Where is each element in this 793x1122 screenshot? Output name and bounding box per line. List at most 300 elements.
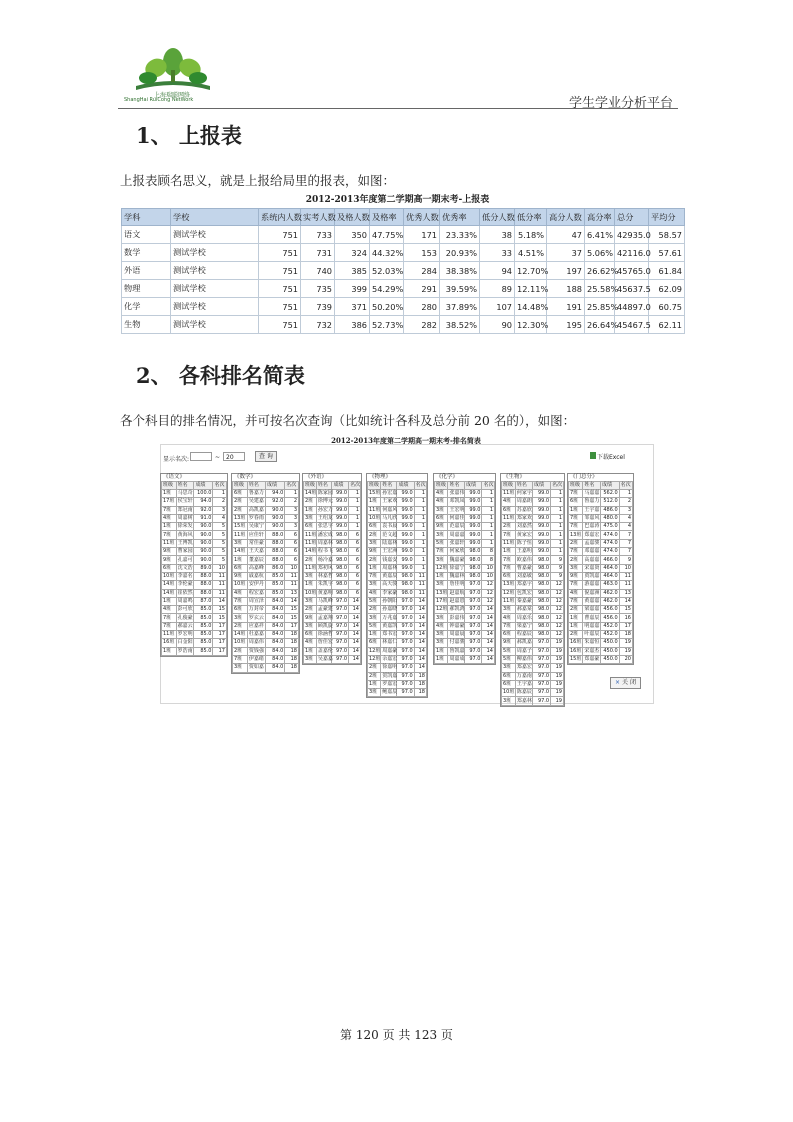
ranking-cell: 1 bbox=[349, 498, 361, 506]
ranking-cell: 12班 bbox=[369, 656, 381, 663]
ranking-row bbox=[162, 523, 227, 531]
ranking-cell: 98.0 bbox=[532, 606, 550, 614]
ranking-cell: 1班 bbox=[569, 506, 583, 514]
subject-table-header bbox=[569, 482, 633, 490]
ranking-cell: 6班 bbox=[368, 639, 381, 647]
ranking-cell: 14 bbox=[482, 622, 495, 630]
ranking-cell: 1 bbox=[349, 490, 361, 498]
rank-to-input[interactable]: 20 bbox=[223, 452, 245, 461]
ranking-cell: 梁嘉宁 bbox=[516, 622, 532, 629]
ranking-cell: 1 bbox=[414, 514, 426, 522]
ranking-row bbox=[435, 622, 495, 630]
rank-range-separator: ~ bbox=[215, 454, 221, 461]
ranking-cell: 11班 bbox=[234, 531, 246, 538]
ranking-cell: 7班 bbox=[569, 548, 583, 556]
ranking-cell: 7班 bbox=[368, 572, 381, 580]
ranking-cell: 85.0 bbox=[194, 614, 213, 622]
ranking-cell: 9班 bbox=[233, 572, 248, 580]
ranking-cell: 99.0 bbox=[397, 523, 414, 531]
ranking-cell: 4 bbox=[213, 514, 227, 522]
query-button[interactable]: 查 询 bbox=[255, 451, 277, 462]
ranking-cell: 黄家宏 bbox=[516, 531, 532, 538]
ranking-cell: 张嘉轩 bbox=[449, 539, 465, 546]
ranking-cell: 11班 bbox=[305, 531, 317, 538]
ranking-cell: 1 bbox=[414, 564, 426, 572]
ranking-row bbox=[435, 572, 495, 580]
report-cell: 12.11% bbox=[515, 280, 547, 298]
subject-name: 《外语》 bbox=[305, 474, 328, 480]
ranking-cell: 11 bbox=[285, 581, 299, 589]
subject-column-header: 姓名 bbox=[247, 482, 265, 490]
report-cell: 735 bbox=[301, 280, 335, 298]
ranking-cell: 盖嘉伦 bbox=[317, 647, 333, 654]
report-cell: 188 bbox=[547, 280, 585, 298]
ranking-cell: 陆嘉林 bbox=[382, 539, 398, 546]
ranking-cell: 黄嘉辰 bbox=[382, 573, 398, 580]
ranking-cell: 1班 bbox=[162, 490, 177, 498]
ranking-row bbox=[162, 606, 227, 614]
ranking-cell: 18 bbox=[285, 655, 299, 663]
ranking-cell: 97.0 bbox=[397, 672, 414, 680]
ranking-cell: 6 bbox=[349, 531, 361, 539]
ranking-cell: 1 bbox=[349, 523, 361, 531]
download-excel-link[interactable]: 下载Excel bbox=[597, 454, 625, 461]
ranking-cell: 16班 bbox=[570, 647, 582, 654]
ranking-cell: 鲍嘉辰 bbox=[382, 689, 398, 696]
ranking-cell: 85.0 bbox=[194, 639, 213, 647]
ranking-cell: 2班 bbox=[233, 506, 248, 514]
report-cell: 195 bbox=[547, 316, 585, 334]
ranking-cell: 7班 bbox=[502, 531, 516, 539]
ranking-cell: 486.0 bbox=[600, 506, 619, 514]
ranking-cell: 14班 bbox=[305, 490, 317, 497]
ranking-cell: 97.0 bbox=[464, 655, 482, 663]
ranking-cell: 99.0 bbox=[464, 523, 482, 531]
ranking-cell: 2班 bbox=[304, 606, 317, 614]
ranking-row bbox=[502, 606, 564, 614]
ranking-cell: 90.0 bbox=[265, 506, 284, 514]
ranking-cell: 15班 bbox=[234, 523, 246, 530]
ranking-row bbox=[368, 564, 427, 572]
subject-name: 《生物》 bbox=[503, 474, 526, 480]
ranking-row bbox=[233, 556, 299, 564]
ranking-cell: 98.0 bbox=[532, 622, 550, 630]
ranking-cell: 5 bbox=[213, 548, 227, 556]
report-column-header: 学校 bbox=[171, 209, 259, 226]
ranking-cell: 黄海风 bbox=[177, 531, 193, 538]
ranking-cell: 王宏洲 bbox=[382, 548, 398, 555]
report-cell: 5.06% bbox=[585, 244, 615, 262]
ranking-row bbox=[304, 581, 361, 589]
report-cell: 61.84 bbox=[649, 262, 685, 280]
ranking-row bbox=[502, 556, 564, 564]
report-column-header: 平均分 bbox=[649, 209, 685, 226]
report-cell: 5.18% bbox=[515, 226, 547, 244]
ranking-cell: 1 bbox=[482, 490, 495, 498]
ranking-cell: 马凯峰 bbox=[317, 598, 333, 604]
ranking-cell: 范嘉辰 bbox=[449, 523, 465, 530]
ranking-cell: 3班 bbox=[569, 564, 583, 572]
ranking-cell: 19 bbox=[551, 639, 564, 647]
ranking-cell: 10班 bbox=[163, 573, 175, 580]
report-table-row bbox=[122, 226, 685, 244]
ranking-row bbox=[502, 572, 564, 580]
ranking-cell: 赵嘉恩 bbox=[449, 598, 465, 604]
report-cell: 751 bbox=[259, 226, 301, 244]
ranking-row bbox=[162, 564, 227, 572]
ranking-row bbox=[569, 581, 633, 589]
report-cell: 57.61 bbox=[649, 244, 685, 262]
report-cell: 39.59% bbox=[440, 280, 480, 298]
ranking-cell: 97.0 bbox=[532, 689, 550, 697]
ranking-cell: 6 bbox=[349, 572, 361, 580]
ranking-cell: 高凯嘉 bbox=[248, 506, 264, 513]
ranking-cell: 19 bbox=[551, 664, 564, 672]
ranking-cell: 王嘉明 bbox=[516, 548, 532, 555]
ranking-cell: 杨冷嘉 bbox=[317, 556, 333, 563]
report-cell: 62.11 bbox=[649, 316, 685, 334]
ranking-cell: 97.0 bbox=[532, 697, 550, 705]
report-cell: 外语 bbox=[122, 262, 171, 280]
ranking-cell: 宋嘉贤 bbox=[584, 564, 600, 571]
subject-column-header: 姓名 bbox=[316, 482, 332, 490]
ranking-cell: 14 bbox=[414, 647, 426, 655]
ranking-cell: 张嘉伟 bbox=[449, 490, 465, 497]
ranking-row bbox=[304, 589, 361, 597]
ranking-cell: 1班 bbox=[162, 647, 177, 655]
ranking-cell: 2 bbox=[619, 498, 632, 506]
ranking-cell: 14 bbox=[349, 597, 361, 605]
subject-ranking-table bbox=[567, 473, 634, 665]
report-cell: 26.62% bbox=[585, 262, 615, 280]
ranking-cell: 6班 bbox=[304, 631, 317, 639]
ranking-cell: 3班 bbox=[435, 614, 448, 622]
ranking-cell: 88.0 bbox=[265, 548, 284, 556]
ranking-cell: 6 bbox=[285, 539, 299, 547]
ranking-cell: 14 bbox=[414, 639, 426, 647]
ranking-cell: 15班 bbox=[570, 656, 582, 663]
report-cell: 385 bbox=[335, 262, 370, 280]
ranking-cell: 84.0 bbox=[265, 655, 284, 663]
ranking-cell: 15 bbox=[285, 606, 299, 614]
ranking-cell: 罗宏明 bbox=[177, 631, 193, 638]
ranking-cell: 7 bbox=[619, 539, 632, 547]
ranking-row bbox=[569, 539, 633, 547]
ranking-cell: 12班 bbox=[503, 589, 515, 596]
subject-column-header: 班级 bbox=[569, 482, 583, 490]
ranking-cell: 马嘉嘉 bbox=[584, 490, 600, 497]
ranking-cell: 3 bbox=[285, 523, 299, 531]
ranking-cell: 应嘉祥 bbox=[248, 622, 264, 629]
ranking-cell: 17班 bbox=[436, 598, 448, 604]
ranking-cell: 巴嘉涛 bbox=[584, 523, 600, 530]
ranking-cell: 94.0 bbox=[194, 498, 213, 506]
report-cell: 33 bbox=[480, 244, 515, 262]
report-cell: 测试学校 bbox=[171, 244, 259, 262]
subject-column-header: 班级 bbox=[436, 482, 447, 488]
report-cell: 90 bbox=[480, 316, 515, 334]
ranking-cell: 3班 bbox=[502, 606, 516, 614]
ranking-cell: 14 bbox=[619, 597, 632, 605]
ranking-cell: 9班 bbox=[502, 639, 516, 647]
ranking-cell: 2班 bbox=[304, 498, 317, 506]
ranking-cell: 84.0 bbox=[265, 622, 284, 630]
ranking-cell: 84.0 bbox=[265, 597, 284, 605]
report-column-header: 及格率 bbox=[370, 209, 404, 226]
ranking-cell: 4 bbox=[619, 514, 632, 522]
ranking-cell: 8 bbox=[482, 556, 495, 564]
ranking-cell: 6 bbox=[349, 589, 361, 597]
subject-table-header bbox=[502, 482, 564, 490]
ranking-row bbox=[233, 614, 299, 622]
ranking-cell: 罗浩南 bbox=[177, 647, 193, 654]
ranking-cell: 2班 bbox=[569, 556, 583, 564]
ranking-cell: 14班 bbox=[305, 548, 317, 555]
ranking-row bbox=[368, 647, 427, 655]
ranking-cell: 89.0 bbox=[194, 564, 213, 572]
ranking-row bbox=[435, 514, 495, 522]
report-cell: 89 bbox=[480, 280, 515, 298]
subject-column-header: 姓名 bbox=[583, 482, 601, 490]
ranking-cell: 97.0 bbox=[397, 614, 414, 622]
ranking-cell: 马凡欣 bbox=[382, 515, 398, 522]
ranking-cell: 4班 bbox=[435, 622, 448, 630]
subject-table-header bbox=[233, 482, 299, 490]
ranking-cell: 97.0 bbox=[464, 631, 482, 639]
ranking-row bbox=[502, 655, 564, 663]
report-cell: 739 bbox=[301, 298, 335, 316]
ranking-cell: 王天嘉 bbox=[248, 548, 264, 555]
subject-column-header: 名次 bbox=[213, 482, 227, 490]
rank-from-input[interactable] bbox=[190, 452, 212, 461]
ranking-cell: 16班 bbox=[163, 639, 175, 646]
ranking-cell: 11班 bbox=[163, 631, 175, 638]
ranking-cell: 3班 bbox=[368, 689, 381, 697]
report-cell: 25.58% bbox=[585, 280, 615, 298]
ranking-cell: 11 bbox=[414, 589, 426, 597]
report-cell: 280 bbox=[404, 298, 440, 316]
ranking-cell: 周嘉伟 bbox=[248, 639, 264, 646]
ranking-row bbox=[162, 622, 227, 630]
ranking-row bbox=[569, 506, 633, 514]
report-cell: 23.33% bbox=[440, 226, 480, 244]
ranking-row bbox=[162, 506, 227, 514]
ranking-cell: 11 bbox=[619, 572, 632, 580]
ranking-cell: 99.0 bbox=[532, 506, 550, 514]
ranking-cell: 陈家园 bbox=[317, 490, 333, 497]
report-table-row bbox=[122, 280, 685, 298]
ranking-cell: 90.0 bbox=[194, 523, 213, 531]
subject-table-header bbox=[162, 482, 227, 490]
subject-ranking-table bbox=[160, 473, 228, 657]
ranking-cell: 1班 bbox=[304, 581, 317, 589]
ranking-cell: 1班 bbox=[368, 631, 381, 639]
ranking-cell: 18 bbox=[414, 680, 426, 688]
ranking-cell: 6班 bbox=[368, 523, 381, 531]
ranking-cell: 4班 bbox=[304, 639, 317, 647]
ranking-cell: 3 bbox=[285, 506, 299, 514]
ranking-cell: 何家宇 bbox=[516, 490, 532, 497]
ranking-cell: 12 bbox=[482, 597, 495, 605]
ranking-cell: 1 bbox=[349, 514, 361, 522]
report-table-row bbox=[122, 316, 685, 334]
ranking-cell: 6 bbox=[349, 556, 361, 564]
ranking-cell: 明嘉嘉 bbox=[584, 622, 600, 629]
ranking-cell: 97.0 bbox=[464, 647, 482, 655]
report-cell: 107 bbox=[480, 298, 515, 316]
ranking-cell: 6班 bbox=[233, 490, 248, 498]
report-cell: 45765.0 bbox=[615, 262, 649, 280]
ranking-cell: 10班 bbox=[503, 689, 515, 696]
ranking-cell: 1班 bbox=[435, 572, 448, 580]
ranking-cell: 1 bbox=[482, 539, 495, 547]
ranking-cell: 14班 bbox=[234, 548, 246, 555]
ranking-cell: 19 bbox=[619, 639, 632, 647]
report-cell: 197 bbox=[547, 262, 585, 280]
ranking-cell: 1 bbox=[414, 548, 426, 556]
ranking-cell: 450.0 bbox=[600, 655, 619, 663]
ranking-cell: 97.0 bbox=[397, 639, 414, 647]
ranking-row bbox=[502, 498, 564, 506]
subject-column-header: 成绩 bbox=[265, 482, 284, 490]
ranking-cell: 98.0 bbox=[332, 556, 349, 564]
ranking-cell: 15 bbox=[285, 614, 299, 622]
ranking-cell: 97.0 bbox=[332, 614, 349, 622]
ranking-row bbox=[304, 523, 361, 531]
ranking-cell: 11 bbox=[213, 589, 227, 597]
ranking-cell: 99.0 bbox=[464, 531, 482, 539]
ranking-cell: 99.0 bbox=[332, 523, 349, 531]
ranking-cell: 91.0 bbox=[194, 514, 213, 522]
ranking-cell: 85.0 bbox=[194, 631, 213, 639]
ranking-cell: 8 bbox=[482, 548, 495, 556]
ranking-cell: 99.0 bbox=[397, 531, 414, 539]
ranking-cell: 6 bbox=[285, 556, 299, 564]
ranking-cell: 6班 bbox=[233, 606, 248, 614]
report-cell: 284 bbox=[404, 262, 440, 280]
ranking-cell: 90.0 bbox=[265, 514, 284, 522]
subject-column-header: 成绩 bbox=[397, 482, 414, 490]
ranking-cell: 侯宝轩 bbox=[177, 498, 193, 505]
ranking-cell: 97.0 bbox=[464, 622, 482, 630]
ranking-cell: 12 bbox=[551, 622, 564, 630]
ranking-row bbox=[569, 597, 633, 605]
ranking-cell: 3班 bbox=[502, 664, 516, 672]
ranking-cell: 程嘉辰 bbox=[516, 631, 532, 638]
subject-column-header: 成绩 bbox=[464, 482, 482, 490]
ranking-cell: 4 bbox=[619, 523, 632, 531]
ranking-cell: 秦嘉豪 bbox=[516, 598, 532, 604]
ranking-cell: 97.0 bbox=[332, 597, 349, 605]
ranking-cell: 张思宇 bbox=[317, 523, 333, 530]
ranking-row bbox=[502, 531, 564, 539]
ranking-cell: 6班 bbox=[569, 498, 583, 506]
ranking-row bbox=[502, 539, 564, 547]
ranking-cell: 99.0 bbox=[397, 514, 414, 522]
ranking-cell: 刘嘉然 bbox=[516, 523, 532, 530]
ranking-cell: 6班 bbox=[502, 680, 516, 688]
ranking-cell: 苏嘉欣 bbox=[516, 506, 532, 513]
ranking-cell: 464.0 bbox=[600, 564, 619, 572]
ranking-cell: 崔依然 bbox=[177, 589, 193, 596]
ranking-cell: 贾如嘉 bbox=[248, 664, 264, 671]
ranking-cell: 钟嘉豪 bbox=[449, 622, 465, 629]
ranking-row bbox=[569, 531, 633, 539]
ranking-row bbox=[368, 556, 427, 564]
ranking-cell: 郝凯嘉 bbox=[516, 639, 532, 646]
ranking-cell: 贾凯嘉 bbox=[584, 573, 600, 580]
ranking-cell: 柳嘉伟 bbox=[516, 656, 532, 663]
report-table-row bbox=[122, 298, 685, 316]
ranking-cell: 14 bbox=[414, 597, 426, 605]
ranking-cell: 魏嘉林 bbox=[449, 573, 465, 580]
ranking-row bbox=[368, 548, 427, 556]
ranking-cell: 90.0 bbox=[265, 523, 284, 531]
ranking-cell: 90.0 bbox=[194, 548, 213, 556]
ranking-cell: 黄嘉凯 bbox=[382, 622, 398, 629]
ranking-cell: 14 bbox=[349, 606, 361, 614]
ranking-cell: 贾钱强 bbox=[248, 647, 264, 654]
ranking-cell: 周嘉晨 bbox=[449, 631, 465, 638]
ranking-row bbox=[569, 564, 633, 572]
ranking-row bbox=[368, 631, 427, 639]
subject-column-header: 名次 bbox=[483, 482, 494, 488]
ranking-cell: 14 bbox=[414, 655, 426, 663]
subject-column-header: 班级 bbox=[233, 482, 248, 490]
ranking-cell: 1 bbox=[414, 531, 426, 539]
close-button[interactable] bbox=[610, 677, 641, 689]
ranking-cell: 朱嘉恒 bbox=[584, 639, 600, 646]
ranking-cell: 孟豪建 bbox=[317, 606, 333, 613]
subject-name: 《数学》 bbox=[234, 474, 257, 480]
ranking-cell: 98.0 bbox=[397, 581, 414, 589]
report-cell: 191 bbox=[547, 298, 585, 316]
ranking-cell: 9班 bbox=[368, 548, 381, 556]
ranking-cell: 周嘉成 bbox=[449, 656, 465, 663]
ranking-cell: 程书飞 bbox=[317, 548, 333, 555]
ranking-cell: 付嘉骏 bbox=[449, 639, 465, 646]
ranking-row bbox=[368, 531, 427, 539]
ranking-cell: 99.0 bbox=[332, 490, 349, 498]
report-column-header: 系统内人数 bbox=[259, 209, 301, 226]
ranking-row bbox=[368, 490, 427, 498]
ranking-cell: 85.0 bbox=[194, 622, 213, 630]
ranking-cell: 孟嘉骏 bbox=[584, 539, 600, 546]
ranking-cell: 1班 bbox=[502, 548, 516, 556]
ranking-row bbox=[502, 523, 564, 531]
ranking-cell: 1班 bbox=[233, 556, 248, 564]
ranking-cell: 17 bbox=[285, 622, 299, 630]
ranking-row bbox=[502, 697, 564, 705]
ranking-cell: 98.0 bbox=[532, 614, 550, 622]
ranking-row bbox=[304, 631, 361, 639]
ranking-cell: 1 bbox=[551, 531, 564, 539]
subject-column-header: 班级 bbox=[502, 482, 516, 490]
ranking-cell: 7班 bbox=[569, 597, 583, 605]
ranking-cell: 10班 bbox=[234, 581, 246, 588]
ranking-cell: 12班 bbox=[369, 647, 381, 654]
ranking-row bbox=[368, 680, 427, 688]
excel-icon bbox=[590, 452, 596, 459]
report-column-header: 低分人数 bbox=[480, 209, 515, 226]
ranking-row bbox=[368, 597, 427, 605]
ranking-cell: 何嘉佳 bbox=[449, 515, 465, 522]
ranking-cell: 7班 bbox=[502, 564, 516, 572]
ranking-cell: 98.0 bbox=[332, 572, 349, 580]
subject-column-header: 姓名 bbox=[448, 482, 465, 490]
ranking-cell: 5班 bbox=[502, 647, 516, 655]
report-cell: 测试学校 bbox=[171, 280, 259, 298]
